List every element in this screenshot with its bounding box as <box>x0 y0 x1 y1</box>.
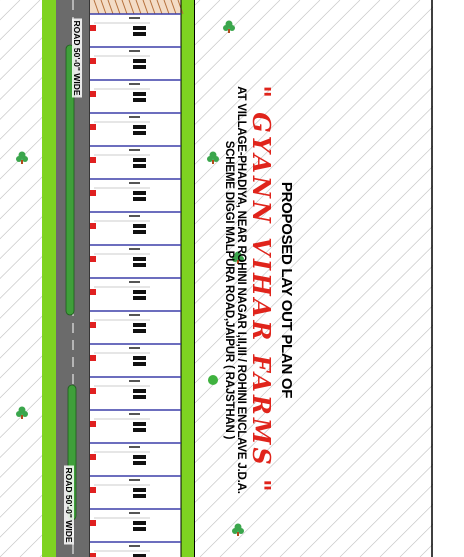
boundary-strip-right <box>181 0 194 557</box>
marker-icon <box>90 322 96 328</box>
plot-dimension-glyph <box>129 248 140 250</box>
plot-area-glyph <box>133 197 146 201</box>
title-heading: PROPOSED LAY OUT PLAN OF <box>278 181 295 399</box>
tree-part <box>212 160 214 164</box>
hatch-line <box>160 0 464 557</box>
plot-dimension-glyph <box>129 182 140 184</box>
plot-number-glyph <box>133 455 146 459</box>
marker-icon <box>90 289 96 295</box>
plot-number-glyph <box>133 191 146 195</box>
plot-area-glyph <box>133 527 146 531</box>
scheme-name: " GYANN VIHAR FARMS " <box>247 85 276 495</box>
plot-area-glyph <box>133 362 146 366</box>
plot-dimension-glyph <box>129 116 140 118</box>
plot-dimension-glyph <box>129 446 140 448</box>
plot-area-glyph <box>133 461 146 465</box>
marker-icon <box>90 487 96 493</box>
plot-dimension-glyph <box>129 545 140 547</box>
plot-dimension-glyph <box>129 17 140 19</box>
address-line-1: AT VILLAGE-PHADIYA, NEAR ROHINI NAGAR I,II,III / ROHINI ENCLAVE J.D.A. <box>235 86 247 494</box>
marker-icon <box>90 256 96 262</box>
address-line-2: SCHEME DIGGI MALPURA ROAD,JAIPUR ( RAJSTHAN ) <box>223 140 235 440</box>
tree-icon <box>16 407 28 420</box>
plot-dimension-glyph <box>129 149 140 151</box>
marker-icon <box>90 157 96 163</box>
marker-icon <box>90 124 96 130</box>
marker-icon <box>90 355 96 361</box>
plot-dimension-glyph <box>129 512 140 514</box>
plot-area-glyph <box>133 395 146 399</box>
plot-dimension-glyph <box>129 281 140 283</box>
plot-number-glyph <box>133 158 146 162</box>
tree-icon <box>208 375 218 385</box>
marker-icon <box>90 520 96 526</box>
plot-number-glyph <box>133 521 146 525</box>
plot-dimension-glyph <box>129 83 140 85</box>
marker-icon <box>90 190 96 196</box>
hatch-line <box>0 0 20 557</box>
plot-number-glyph <box>133 422 146 426</box>
plot-area-glyph <box>133 230 146 234</box>
plot-number-glyph <box>133 224 146 228</box>
plot-area-glyph <box>133 296 146 300</box>
tree-part <box>21 415 23 419</box>
plot-dimension-glyph <box>129 50 140 52</box>
plot-area-glyph <box>133 329 146 333</box>
marker-icon <box>90 421 96 427</box>
plot-dimension-glyph <box>129 314 140 316</box>
plot-area-glyph <box>133 131 146 135</box>
frame-margin <box>433 0 464 557</box>
road-label-bottom: ROAD 50'-0" WIDE <box>64 467 74 543</box>
plot-number-glyph <box>133 125 146 129</box>
plot-number-glyph <box>133 59 146 63</box>
plot-number-glyph <box>133 290 146 294</box>
plot-number-glyph <box>133 26 146 30</box>
plot-dimension-glyph <box>129 215 140 217</box>
plot-area-glyph <box>133 98 146 102</box>
plot-number-glyph <box>133 257 146 261</box>
plot-area-glyph <box>133 65 146 69</box>
plot-number-glyph <box>133 389 146 393</box>
plot-area-glyph <box>133 164 146 168</box>
plot-area-glyph <box>133 494 146 498</box>
plot-area-glyph <box>133 428 146 432</box>
plot-dimension-glyph <box>129 347 140 349</box>
marker-icon <box>90 58 96 64</box>
marker-icon <box>90 223 96 229</box>
plot-area-glyph <box>133 263 146 267</box>
marker-icon <box>90 25 96 31</box>
tree-part <box>21 160 23 164</box>
title-block <box>223 10 295 557</box>
plot-dimension-glyph <box>129 413 140 415</box>
marker-icon <box>90 454 96 460</box>
plot-dimension-glyph <box>129 479 140 481</box>
boundary-strip-left <box>42 0 56 557</box>
plot-dimension-glyph <box>129 380 140 382</box>
marker-icon <box>90 388 96 394</box>
road-label-top: ROAD 50'-0" WIDE <box>72 20 82 96</box>
plot-number-glyph <box>133 92 146 96</box>
plot-number-glyph <box>133 488 146 492</box>
plot-area-glyph <box>133 32 146 36</box>
marker-icon <box>90 553 96 557</box>
marker-icon <box>90 91 96 97</box>
plot-number-glyph <box>133 356 146 360</box>
plot-number-glyph <box>133 323 146 327</box>
